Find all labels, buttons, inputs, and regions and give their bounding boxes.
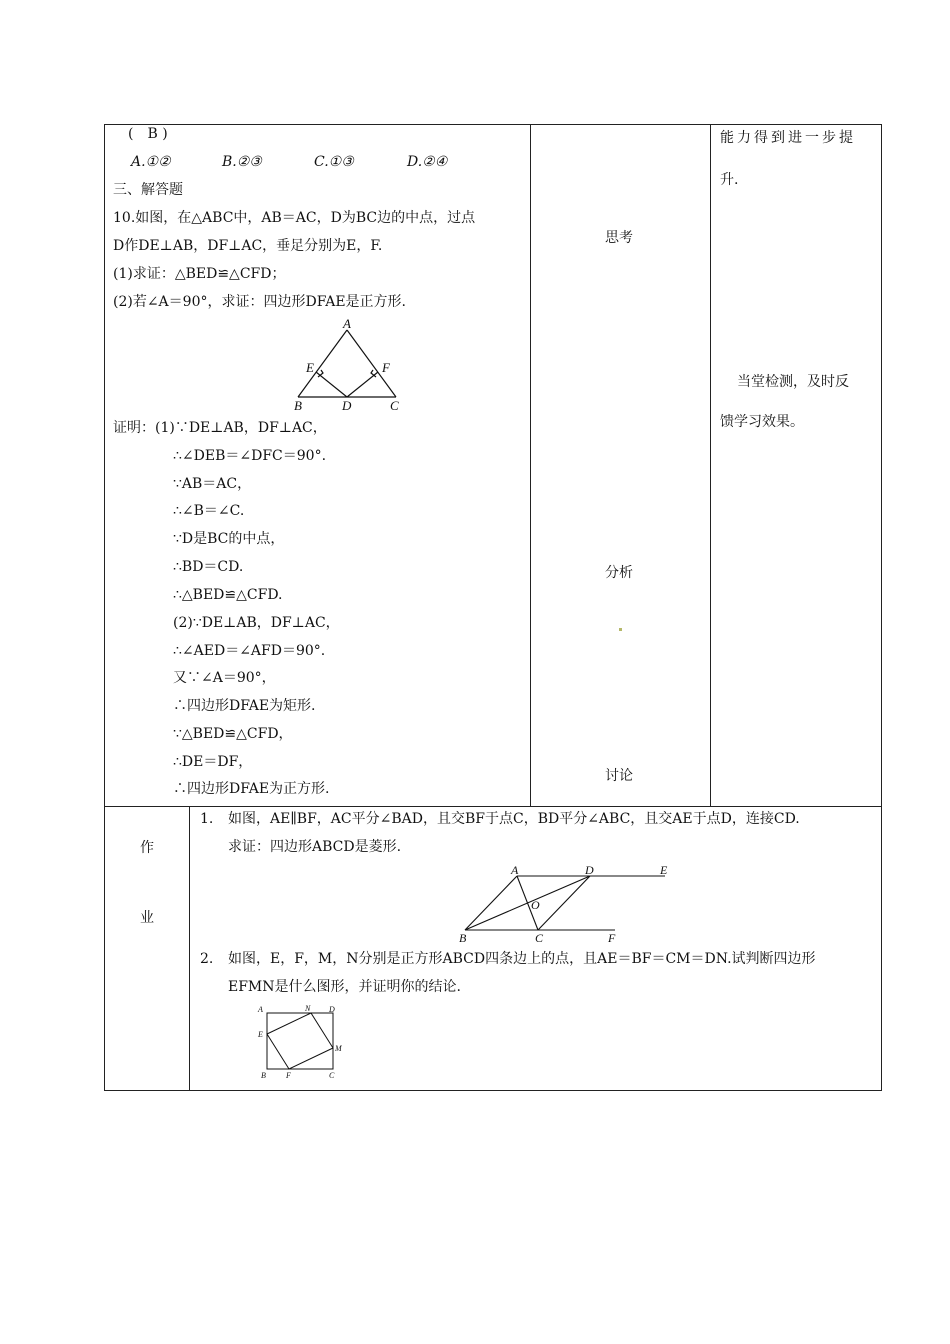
figure-label-b: B <box>294 398 302 413</box>
q1-label-a: A <box>511 863 519 877</box>
right-note-line3: 当堂检测，及时反 <box>737 374 849 390</box>
q1-label-d: D <box>585 863 594 877</box>
table-middle-border <box>104 806 882 807</box>
q2-label-d: D <box>329 1005 335 1014</box>
right-note-line1: 能力得到进一步提 <box>720 130 856 146</box>
problem-10-part2: (2)若∠A＝90°，求证：四边形DFAE是正方形. <box>113 294 406 310</box>
homework-q1-number: 1. <box>200 811 214 827</box>
q1-label-c: C <box>535 931 544 944</box>
homework-q2-line1: 如图，E，F，M，N分别是正方形ABCD四条边上的点，且AE＝BF＝CM＝DN.试判断四边形 <box>228 951 816 967</box>
proof-line: (2)∵DE⊥AB，DF⊥AC， <box>173 615 340 631</box>
table-right-border <box>881 124 882 1091</box>
proof-line: ∴△BED≌△CFD. <box>173 587 283 603</box>
right-note-line4: 馈学习效果。 <box>720 414 804 430</box>
proof-line: ∴∠AED＝∠AFD＝90°. <box>173 643 326 659</box>
q2-label-b: B <box>261 1071 266 1080</box>
proof-line: ∴四边形DFAE为正方形. <box>173 781 330 797</box>
q1-label-f: F <box>608 931 616 944</box>
answer-paren: ( B ) <box>128 126 168 142</box>
rhombus-abcd-figure <box>455 862 685 944</box>
option-d: D.②④ <box>407 154 448 170</box>
q2-label-c: C <box>329 1071 335 1080</box>
q2-label-e: E <box>258 1030 263 1039</box>
q1-label-b: B <box>459 931 467 944</box>
option-c: C.①③ <box>314 154 354 170</box>
proof-line: ∴四边形DFAE为矩形. <box>173 698 316 714</box>
figure-label-d: D <box>342 398 352 413</box>
figure-label-e: E <box>306 360 314 375</box>
problem-10-line2: D作DE⊥AB，DF⊥AC，垂足分别为E，F. <box>113 238 383 254</box>
proof-line: ∴DE＝DF， <box>173 754 253 770</box>
homework-label-divider <box>189 806 190 1090</box>
homework-q1-line1: 如图，AE∥BF，AC平分∠BAD，且交BF于点C，BD平分∠ABC，且交AE于点D，连接CD. <box>228 811 800 827</box>
section-heading: 三、解答题 <box>113 182 183 198</box>
homework-label-char1: 作 <box>140 840 154 856</box>
right-note-line2: 升. <box>720 172 739 188</box>
q2-label-m: M <box>335 1044 342 1053</box>
middle-label-analyze: 分析 <box>605 565 633 581</box>
proof-line: ∴BD＝CD. <box>173 559 244 575</box>
problem-10-line1: 10.如图，在△ABC中，AB＝AC，D为BC边的中点，过点 <box>113 210 476 226</box>
proof-line: ∵AB＝AC， <box>173 476 252 492</box>
proof-line: 证明：(1)∵DE⊥AB，DF⊥AC， <box>113 420 327 436</box>
q2-label-f: F <box>286 1071 291 1080</box>
homework-label-char2: 业 <box>140 910 154 926</box>
figure-label-f: F <box>382 360 390 375</box>
proof-line: 又∵∠A＝90°， <box>173 670 276 686</box>
table-bottom-border <box>104 1090 882 1091</box>
middle-label-discuss: 讨论 <box>605 768 633 784</box>
middle-label-think: 思考 <box>605 230 633 246</box>
q1-label-o: O <box>531 898 540 912</box>
problem-10-part1: (1)求证：△BED≌△CFD； <box>113 266 286 282</box>
homework-q2-number: 2. <box>200 951 214 967</box>
table-left-border <box>104 124 105 1091</box>
homework-q2-line2: EFMN是什么图形，并证明你的结论. <box>228 979 461 995</box>
decorative-dot <box>619 628 622 631</box>
table-top-border <box>104 124 882 125</box>
proof-line: ∴∠B＝∠C. <box>173 503 245 519</box>
q2-label-n: N <box>305 1004 311 1013</box>
triangle-abc-figure <box>285 315 410 415</box>
q1-label-e: E <box>660 863 668 877</box>
column-divider-1 <box>530 124 531 806</box>
proof-line: ∴∠DEB＝∠DFC＝90°. <box>173 448 327 464</box>
column-divider-2 <box>710 124 711 806</box>
square-efmn-figure <box>255 1004 347 1082</box>
option-a: A.①② <box>131 154 171 170</box>
q2-label-a: A <box>258 1005 263 1014</box>
figure-label-c: C <box>390 398 399 413</box>
figure-label-a: A <box>343 316 351 331</box>
proof-line: ∵△BED≌△CFD， <box>173 726 293 742</box>
proof-line: ∵D是BC的中点， <box>173 531 285 547</box>
option-b: B.②③ <box>222 154 262 170</box>
homework-q1-line2: 求证：四边形ABCD是菱形. <box>228 839 402 855</box>
